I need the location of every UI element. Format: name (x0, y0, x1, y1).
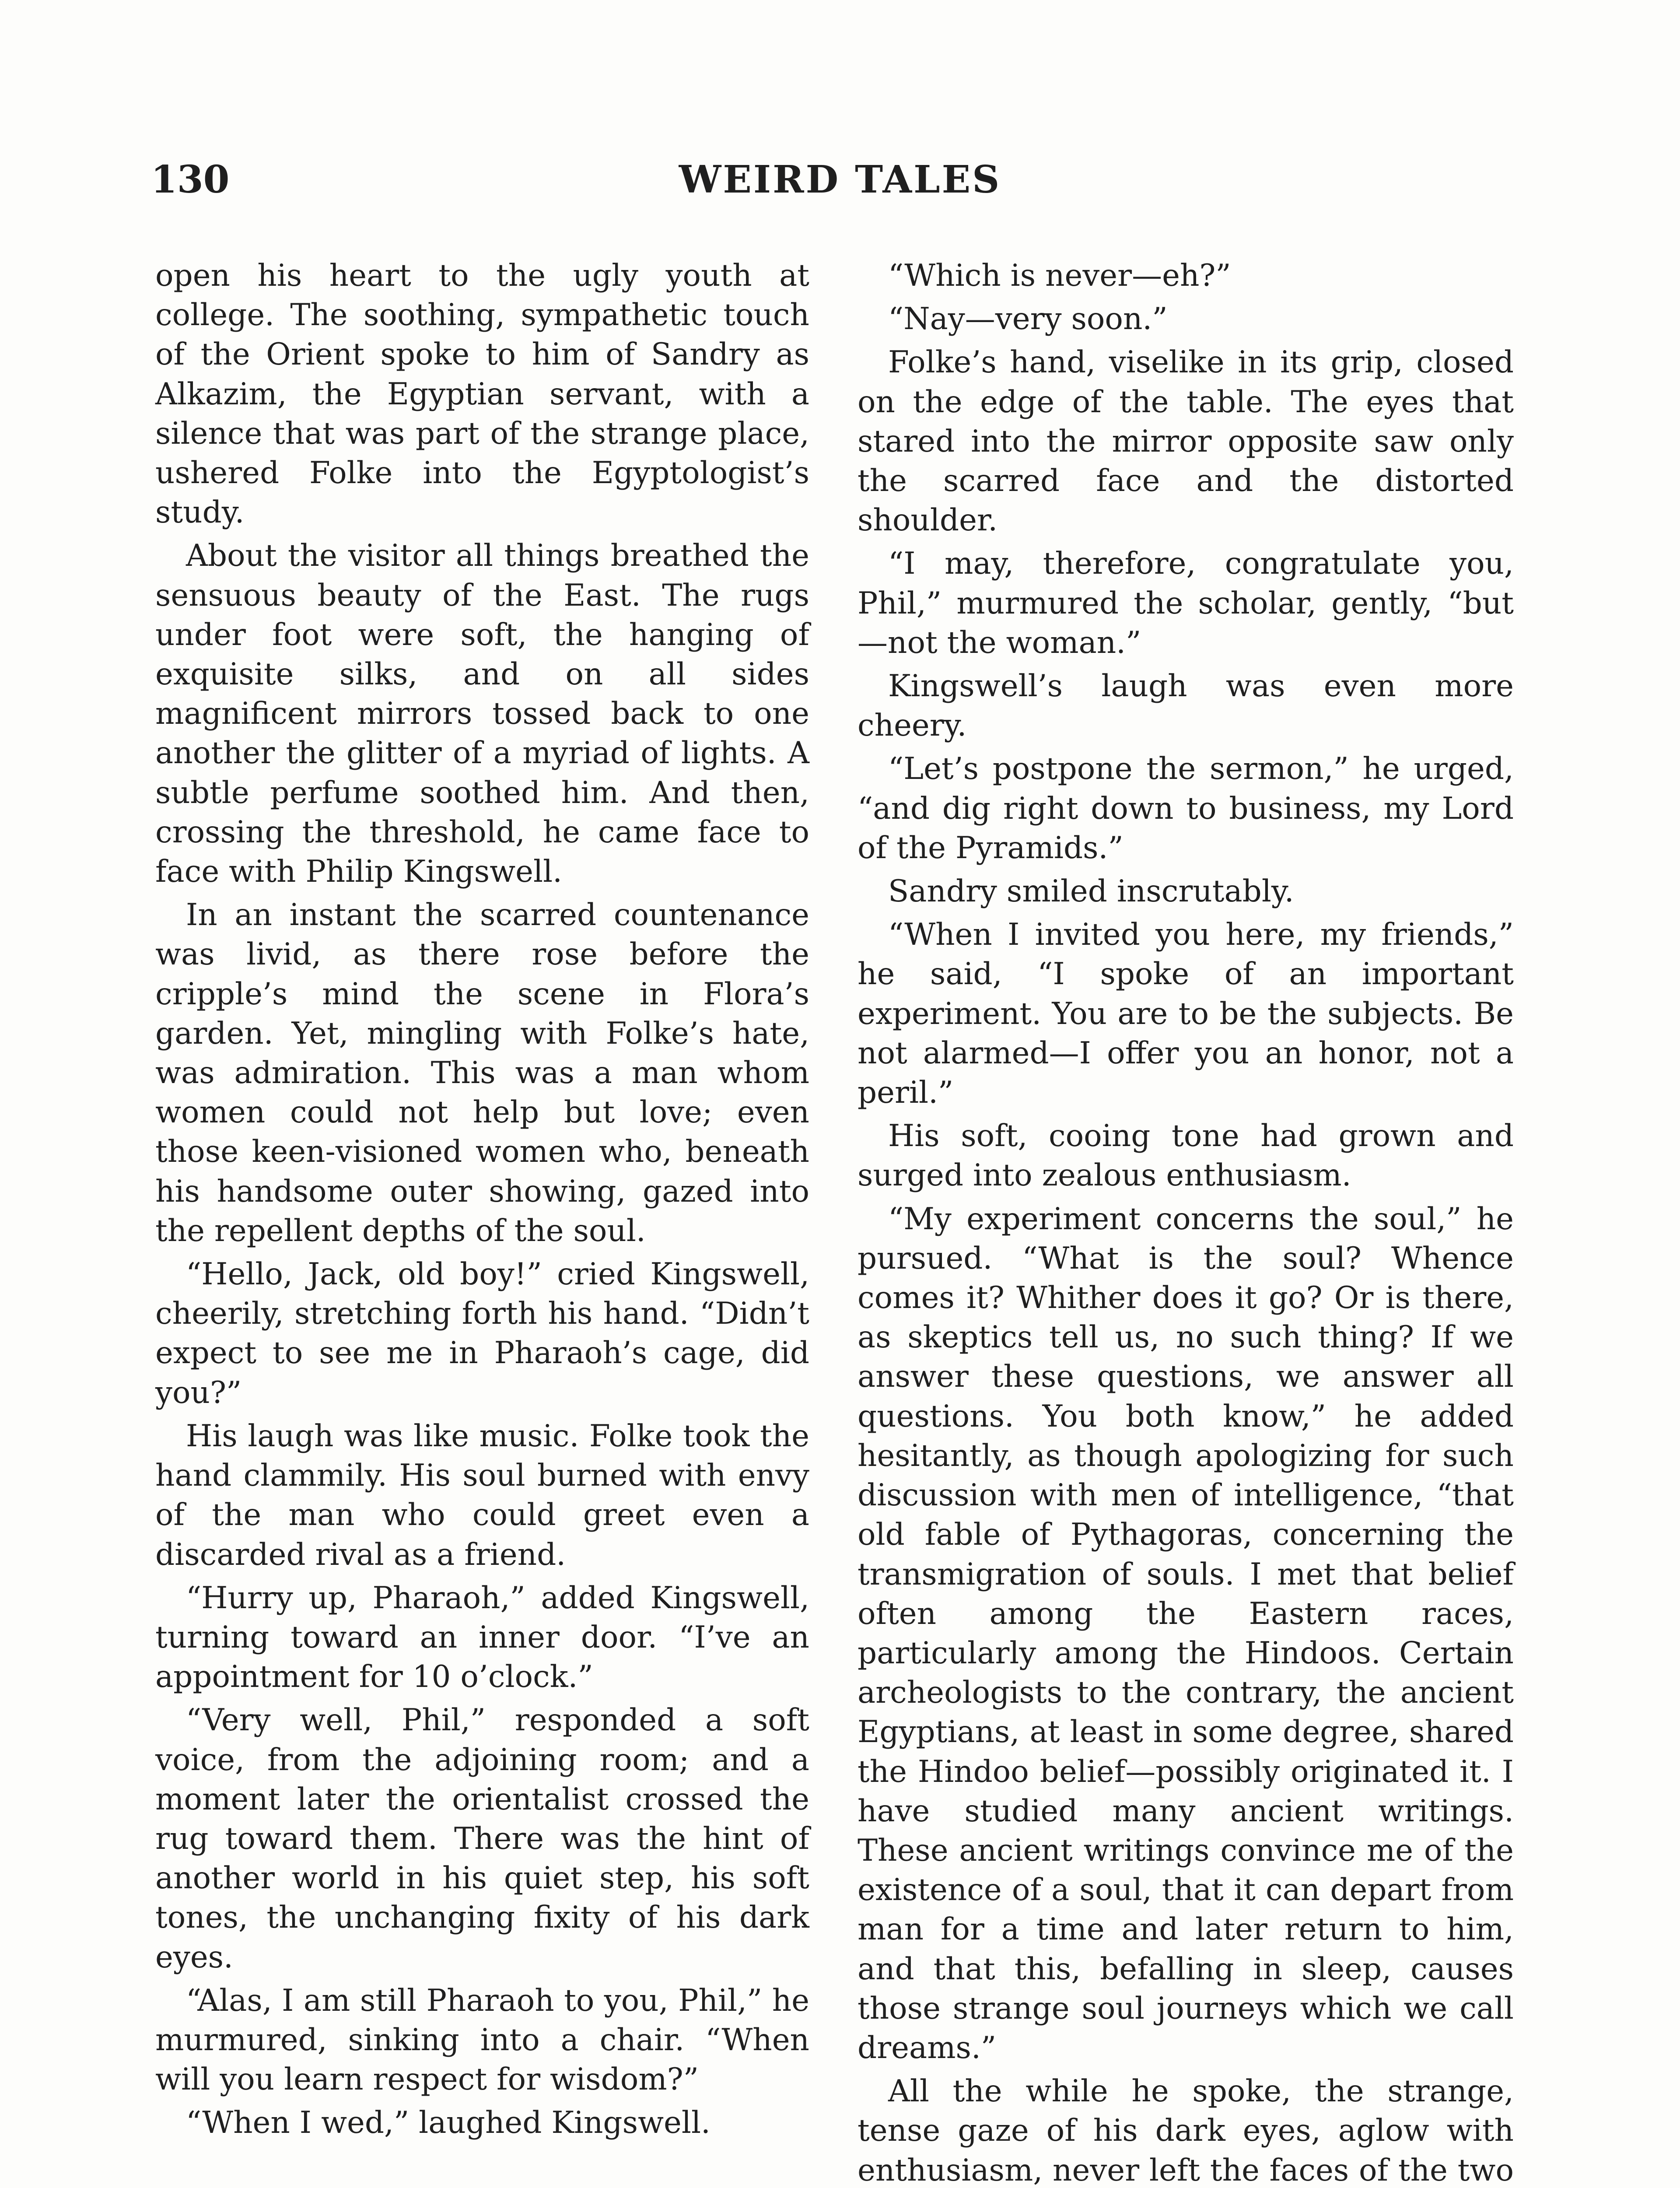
paragraph: “Very well, Phil,” responded a soft voice, from the adjoining room; and a moment later the orientalist crossed the rug toward them. There was the hint of another world in his quiet step, his soft tones, the unchanging fixity of his dark eyes. (155, 1703, 809, 1975)
paragraph: open his heart to the ugly youth at college. The soothing, sympathetic touch of the Orient spoke to him of Sandry as Alkazim, the Egyptian servant, with a silence that was part of the strange place, ushered Folke into the Egyptologist’s study. (155, 258, 809, 530)
paragraph: Folke’s hand, viselike in its grip, closed on the edge of the table. The eyes that stared into the mirror opposite saw only the scarred face and the distorted shoulder. (858, 345, 1514, 538)
right-column (858, 256, 1514, 2188)
paragraph: “My experiment concerns the soul,” he pursued. “What is the soul? Whence comes it? Whither does it go? Or is there, as skeptics tell us, no such thing? If we answer these questions, we answer all questions. You both know,” he added hesitantly, as though apologizing for such discussion with men of intelligence, “that old fable of Pythagoras, concerning the transmigration of souls. I met that belief often among the Eastern races, particularly among the Hindoos. Certain archeologists to the contrary, the ancient Egyptians, at least in some degree, shared the Hindoo belief—possibly originated it. I have studied many ancient writings. These ancient writings convince me of the existence of a soul, that it can depart from man for a time and later return to him, and that this, befalling in sleep, causes those strange soul journeys which we call dreams.” (858, 1201, 1514, 2065)
left-column (155, 256, 809, 2147)
paragraph: “Hurry up, Pharaoh,” added Kingswell, turning toward an inner door. “I’ve an appointment for 10 o’clock.” (155, 1580, 809, 1695)
paragraph: “Let’s postpone the sermon,” he urged, “and dig right down to business, my Lord of the Pyramids.” (858, 751, 1514, 866)
paragraph: About the visitor all things breathed the sensuous beauty of the East. The rugs under foot were soft, the hanging of exquisite silks, and on all sides magnificent mirrors tossed back to one another the glitter of a myriad of lights. A subtle perfume soothed him. And then, crossing the threshold, he came face to face with Philip Kingswell. (155, 538, 809, 890)
paragraph: “I may, therefore, congratulate you, Phil,” murmured the scholar, gently, “but—not the woman.” (858, 546, 1514, 660)
page-number: 130 (151, 158, 230, 202)
paragraph: Sandry smiled inscrutably. (888, 874, 1294, 909)
paragraph: “Nay—very soon.” (888, 302, 1168, 337)
paragraph: In an instant the scarred countenance was livid, as there rose before the cripple’s mind the scene in Flora’s garden. Yet, mingling with Folke’s hate, was admiration. This was a man whom women could not help but love; even those keen-visioned women who, beneath his handsome outer showing, gazed into the repellent depths of the soul. (155, 898, 809, 1248)
paragraph: “When I wed,” laughed Kingswell. (186, 2105, 710, 2141)
paragraph: “When I invited you here, my friends,” he said, “I spoke of an important experiment. You are to be the subjects. Be not alarmed—I offer you an honor, not a peril.” (858, 917, 1514, 1111)
paragraph: His soft, cooing tone had grown and surged into zealous enthusiasm. (858, 1119, 1514, 1193)
paragraph: “Hello, Jack, old boy!” cried Kingswell, cheerily, stretching forth his hand. “Didn’t expect to see me in Pharaoh’s cage, did you?” (155, 1257, 809, 1410)
paragraph: “Which is never—eh?” (888, 258, 1231, 293)
paragraph: His laugh was like music. Folke took the hand clammily. His soul burned with envy of the man who could greet even a discarded rival as a friend. (155, 1418, 809, 1572)
paragraph: All the while he spoke, the strange, tense gaze of his dark eyes, aglow with enthusiasm, never left the faces of the two (858, 2074, 1514, 2188)
magazine-title: WEIRD TALES (679, 158, 1001, 202)
paragraph: Kingswell’s laugh was even more cheery. (858, 669, 1514, 743)
paragraph: “Alas, I am still Pharaoh to you, Phil,” he murmured, sinking into a chair. “When will you learn respect for wisdom?” (155, 1983, 809, 2097)
